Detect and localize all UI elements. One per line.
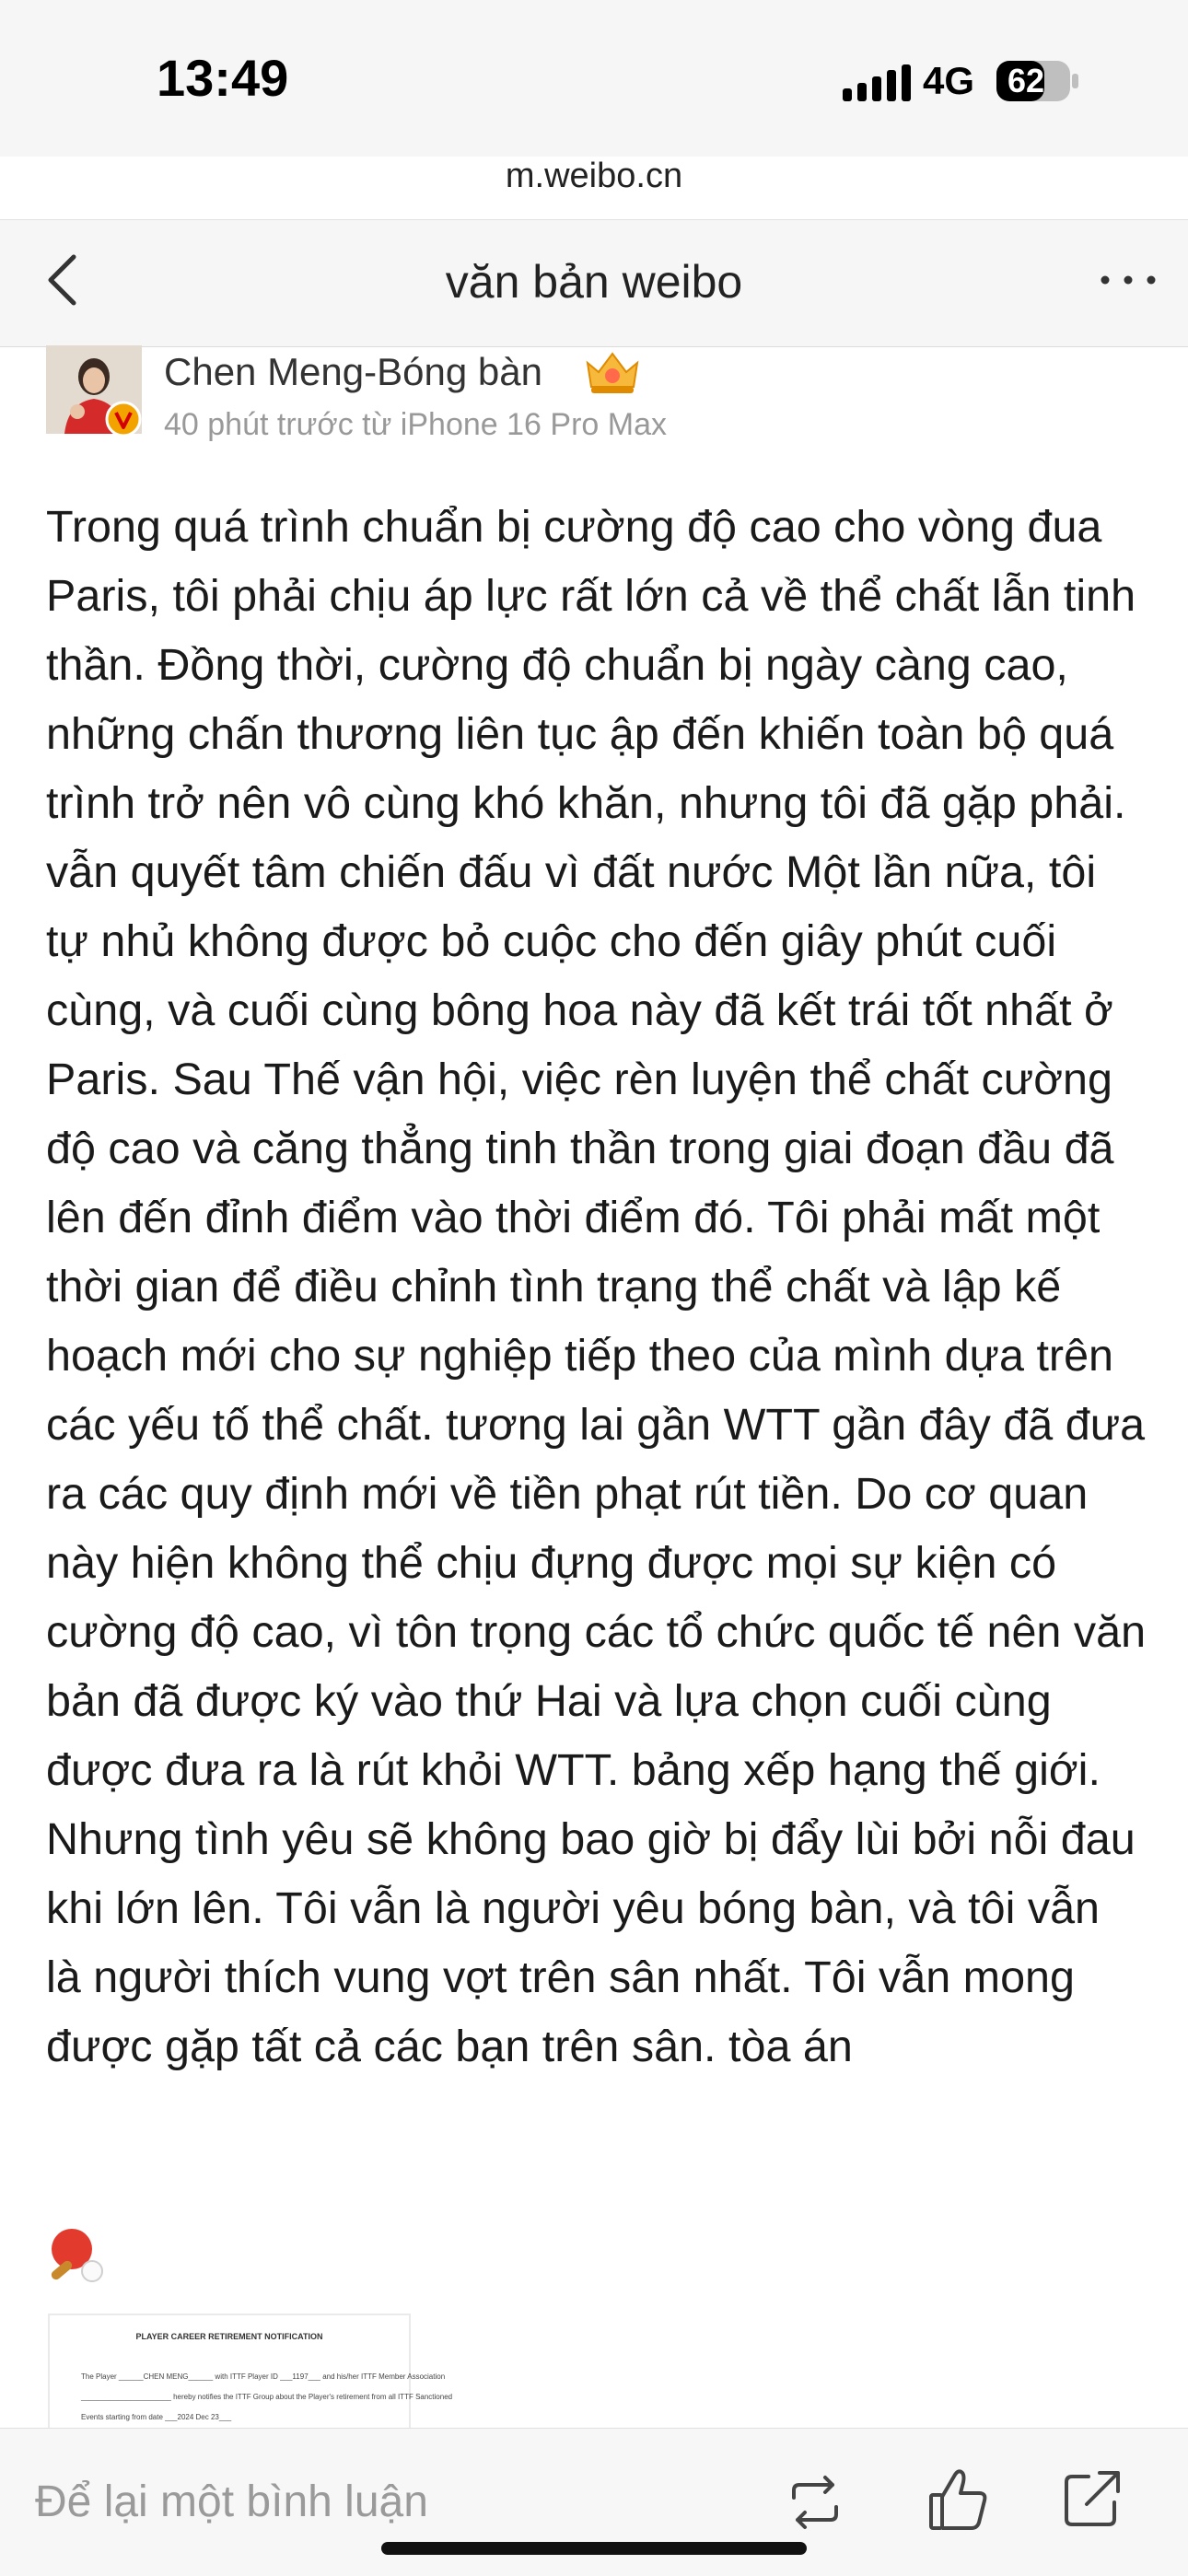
attachment-line: Events starting from date ___2024 Dec 23___ bbox=[81, 2413, 232, 2421]
more-icon[interactable] bbox=[1091, 248, 1165, 312]
repost-icon[interactable] bbox=[783, 2470, 847, 2535]
browser-url[interactable]: m.weibo.cn bbox=[505, 157, 683, 195]
post-meta: 40 phút trước từ iPhone 16 Pro Max bbox=[164, 407, 667, 442]
ping-pong-icon bbox=[46, 2225, 107, 2286]
attachment-line: The Player ______CHEN MENG______ with ITTF Player ID ___1197___ and his/her ITTF Member Association bbox=[81, 2372, 446, 2381]
attachment-image[interactable] bbox=[48, 2314, 453, 2431]
post-text-content: Trong quá trình chuẩn bị cường độ cao cho vòng đua Paris, tôi phải chịu áp lực rất lớn cả về thể chất lẫn tinh thần. Đồng thời, cường độ chuẩn bị ngày càng cao, những chấn thương liên tục ập đến khiến toàn bộ quá trình trở nên vô cùng khó khăn, nhưng tôi đã gặp phải. vẫn quyết tâm chiến đấu vì đất nước Một lần nữa, tôi tự nhủ không được bỏ cuộc cho đến giây phút cuối cùng, và cuối cùng bông hoa này đã kết trái tốt nhất ở Paris. Sau Thế vận hội, việc rèn luyện thể chất cường độ cao và căng thẳng tinh thần trong giai đoạn đầu đã lên đến đỉnh điểm vào thời điểm đó. Tôi phải mất một thời gian để điều chỉnh tình trạng thể chất và lập kế hoạch mới cho sự nghiệp tiếp theo của mình dựa trên các yếu tố thể chất. tương lai gần WTT gần đây đã đưa ra các quy định mới về tiền phạt rút tiền. Do cơ quan này hiện không thể chịu đựng được mọi sự kiện có cường độ cao, vì tôn trọng các tổ chức quốc tế nên văn bản đã được ký vào thứ Hai và lựa chọn cuối cùng được đưa ra là rút khỏi WTT. bảng xếp hạng thế giới. Nhưng tình yêu sẽ không bao giờ bị đẩy lùi bởi nỗi đau khi lớn lên. Tôi vẫn là người yêu bóng bàn, và tôi vẫn là người thích vung vợt trên sân nhất. Tôi vẫn mong được gặp tất cả các bạn trên sân. tòa án bbox=[46, 502, 1147, 2071]
signal-icon bbox=[843, 64, 935, 101]
verified-badge-icon bbox=[105, 401, 142, 437]
status-time: 13:49 bbox=[157, 49, 289, 107]
like-icon[interactable] bbox=[926, 2465, 990, 2534]
status-bar bbox=[0, 0, 1188, 195]
home-indicator bbox=[381, 2542, 807, 2555]
share-icon[interactable] bbox=[1061, 2465, 1124, 2530]
battery-indicator bbox=[996, 59, 1081, 103]
page-title: văn bản weibo bbox=[445, 256, 743, 308]
nav-bar bbox=[0, 219, 1188, 347]
comment-input[interactable]: Để lại một bình luận bbox=[35, 2477, 428, 2526]
battery-level: 62 bbox=[1007, 62, 1045, 99]
network-type: 4G bbox=[923, 59, 975, 102]
attachment-line: ______________________ hereby notifies the ITTF Group about the Player's retirement from all ITTF Sanctioned bbox=[81, 2393, 453, 2401]
post-text bbox=[46, 493, 1147, 2081]
author-name[interactable]: Chen Meng-Bóng bàn bbox=[164, 350, 542, 393]
crown-icon bbox=[580, 346, 645, 398]
attachment-title: PLAYER CAREER RETIREMENT NOTIFICATION bbox=[135, 2332, 323, 2341]
